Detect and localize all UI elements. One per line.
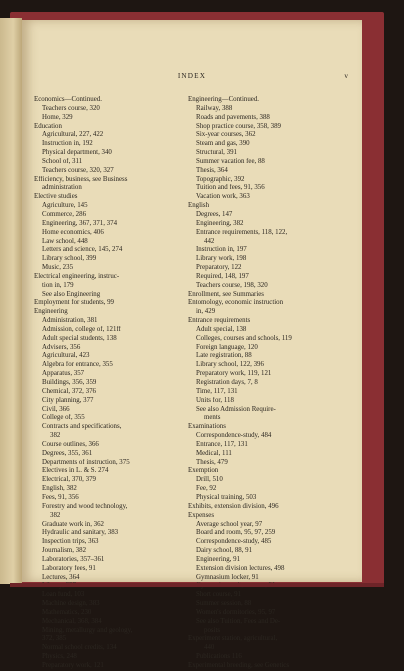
index-entry: Topographic, 392 [196, 175, 245, 183]
index-entry: Required, 148, 197 [196, 272, 249, 280]
index-entry: Units for, 118 [196, 396, 234, 404]
index-entry: Administration, 381 [42, 317, 98, 325]
index-entry: Engineering, 367, 371, 374 [42, 219, 118, 227]
index-entry: Experiment station, agricultural, [188, 635, 278, 643]
previous-page-edge [0, 18, 22, 584]
index-entry: Time, 117, 131 [196, 387, 238, 395]
index-entry: Employment for students, 99 [34, 299, 114, 307]
index-entry: Short course, 91 [196, 591, 241, 599]
index-entry: Teachers course, 198, 320 [196, 281, 268, 289]
index-entry: Apparatus, 357 [42, 370, 85, 378]
index-entry: Buildings, 356, 359 [42, 379, 97, 386]
index-entry: Engineering, 91 [196, 555, 241, 563]
index-entry: Women's dormitories, 95, 97 [196, 608, 276, 616]
index-entry: Entrance requirements [188, 317, 251, 325]
index-entry: Library work, 198 [196, 255, 247, 263]
index-entry: Fees, 91, 356 [42, 493, 79, 501]
index-entry: College of, 355 [42, 414, 85, 422]
index-entry: Enrollment, see Summaries [188, 290, 264, 298]
index-entry: Foreign language, 120 [196, 343, 258, 351]
index-entry: in, 429 [196, 308, 216, 316]
index-entry: 442 [204, 237, 215, 245]
index-entry: Steam and gas, 390 [196, 140, 250, 148]
index-entry: Mechanical, 368, 384 [42, 617, 102, 625]
index-entry: Correspondence-study, 484 [196, 432, 272, 440]
index-entry: See also Admission Require- [196, 405, 276, 413]
index-entry: Chemical, 372, 376 [42, 387, 96, 395]
index-entry: Machine design, 383 [42, 600, 100, 608]
index-entry: Correspondence-study, 485 [196, 538, 272, 546]
index-entry: Thesis, 364 [196, 166, 228, 174]
index-entry: Dairy school, 88, 91 [196, 547, 253, 555]
index-entry: ments [204, 414, 221, 422]
index-entry: Lectures, 364 [42, 573, 80, 581]
index-entry: Gymnasium locker, 91 [196, 573, 259, 581]
index-entry: Electrical, 370, 379 [42, 476, 96, 484]
index-entry: Six-year courses, 362 [196, 131, 256, 139]
index-entry: Departments of instruction, 375 [42, 458, 130, 466]
index-entry: Laboratories, 357–361 [42, 555, 105, 563]
index-entry: Summer session, 88 [196, 600, 252, 608]
index-entry: English, 382 [42, 485, 77, 493]
index-entry: Electives in L. & S. 274 [42, 467, 109, 475]
index-entry: Forestry and wood technology, [42, 502, 128, 510]
index-entry: Physical department, 340 [42, 149, 112, 157]
index-entry: Economics—Continued. [34, 96, 102, 103]
index-entry: Instruction in, 192 [42, 140, 93, 148]
index-entry: Degrees, 147 [196, 210, 233, 218]
index-entry: Education [34, 122, 62, 130]
index-page [22, 20, 362, 669]
index-entry: Shop practice course, 358, 389 [196, 122, 281, 130]
index-entry: Library school, 122, 396 [196, 361, 264, 369]
index-entry: Music, 235 [42, 264, 74, 272]
index-entry: Mining, metallurgy and geology, [42, 626, 133, 634]
index-entry: Examinations [188, 423, 226, 431]
index-entry: Instruction in, 197 [196, 246, 247, 254]
index-entry: Engineering—Continued. [188, 96, 259, 103]
index-entry: Mathematics, 230 [42, 608, 92, 616]
index-entry: Colleges, courses and schools, 119 [196, 334, 292, 342]
index-entry: Preparatory work, 121 [42, 662, 104, 669]
index-entry: Summer vacation fee, 88 [196, 157, 265, 165]
index-entry: Hydraulic and sanitary, 383 [42, 529, 119, 537]
index-entry: Letters and science, 145, 274 [42, 246, 123, 254]
index-entry: Adult special, 138 [196, 325, 247, 333]
index-entry: Adult special students, 138 [42, 334, 117, 342]
index-entry: Tuition and fees, 91, 356 [196, 184, 265, 192]
index-entry: Extension division lectures, 498 [196, 564, 285, 572]
index-entry: Home, 329 [42, 113, 73, 121]
index-entry: Thesis, 479 [196, 458, 228, 466]
page-header [22, 72, 362, 86]
index-entry: Elective studies [34, 193, 78, 201]
index-entry: Medical, 111 [196, 449, 232, 457]
page-number: v [344, 72, 348, 80]
binding-bottom-edge [10, 583, 384, 587]
index-entry: 372, 385 [42, 635, 67, 643]
index-entry: Library school, 399 [42, 255, 97, 263]
index-entry: Commerce, 286 [42, 210, 87, 218]
index-entry: Exemption [188, 467, 219, 475]
index-entry: City planning, 377 [42, 396, 94, 404]
index-entry: Railway, 388 [196, 104, 233, 112]
index-entry: Entrance, 117, 131 [196, 440, 248, 448]
index-entry: Physical training, 503 [196, 493, 257, 501]
index-entry: Engineering [34, 308, 68, 316]
index-entry: See also Tuition, Fees and De- [196, 617, 281, 625]
index-entry: Contracts and specifications, [42, 423, 122, 431]
index-entry: Home economics, 406 [42, 228, 104, 236]
index-entry: Late registration, 88 [196, 352, 252, 360]
index-entry: Law school, 448 [42, 237, 88, 245]
index-entry: Vacation work, 363 [196, 193, 250, 201]
index-entry: Admission, college of, 121ff [42, 325, 121, 333]
index-entry: Electrical engineering, instruc- [34, 272, 120, 280]
index-entry: Graduate work in, 362 [42, 520, 104, 528]
index-entry: Advisers, 356 [42, 343, 81, 351]
index-entry: Entomology, economic instruction [188, 299, 284, 307]
index-entry: Degrees, 355, 361 [42, 449, 93, 457]
index-entry: School of, 311 [42, 157, 83, 165]
index-entry: See also Engineering [42, 290, 101, 298]
index-entry: 382 [50, 432, 61, 440]
index-entry: Structural, 391 [196, 149, 237, 157]
index-entry: Average school year, 97 [196, 520, 263, 528]
index-entry: Preparatory work, 119, 121 [196, 370, 272, 378]
index-entry: Expenses [188, 511, 215, 519]
index-entry: Physics, 248 [42, 653, 77, 661]
index-entry: Publications 116 [196, 653, 242, 661]
index-entry: Algebra for entrance, 355 [42, 361, 113, 369]
index-entry: Engineering, 382 [196, 219, 244, 227]
index-entry: Teachers course, 320, 327 [42, 166, 114, 174]
index-entry: Experimental breeding, see Genetics [188, 662, 290, 669]
index-entry: Inspection trips, 363 [42, 538, 99, 546]
index-entry: Registration days, 7, 8 [196, 379, 258, 386]
index-entry: Efficiency, business, see Business [34, 175, 128, 183]
index-entry: Drill, 510 [196, 476, 223, 484]
index-entry: tion in, 179 [42, 281, 74, 289]
index-entry: Laboratory fees, 91 [42, 564, 96, 572]
index-entry: Course outlines, 366 [42, 440, 99, 448]
index-entry: Teachers course, 320 [42, 104, 100, 112]
index-entry: Agriculture, 145 [42, 202, 88, 210]
index-entry: Agricultural, 227, 422 [42, 131, 104, 139]
index-entry: English [188, 202, 210, 210]
index-entry: Board and room, 95, 97, 259 [196, 529, 276, 537]
index-entry: Roads and pavements, 388 [196, 113, 270, 121]
index-entry: Entrance requirements, 118, 122, [196, 228, 288, 236]
index-entry: Preparatory, 122 [196, 264, 242, 272]
index-entry: 440 [204, 644, 215, 652]
index-entry: Normal school credits, 134 [42, 644, 117, 652]
page-title: INDEX [177, 72, 207, 80]
index-entry: Exhibits, extension division, 496 [188, 502, 279, 510]
index-entry: 382 [50, 511, 61, 519]
index-entry: Journalism, 382 [42, 547, 87, 555]
index-entry: administration [42, 184, 82, 192]
index-entry: Fee, 92 [196, 485, 217, 493]
index-entry: Civil, 366 [42, 405, 70, 413]
index-entry: Loan fund, 103 [42, 591, 85, 599]
index-entry: Agricultural, 423 [42, 352, 90, 360]
index-entry: posits [204, 626, 221, 634]
